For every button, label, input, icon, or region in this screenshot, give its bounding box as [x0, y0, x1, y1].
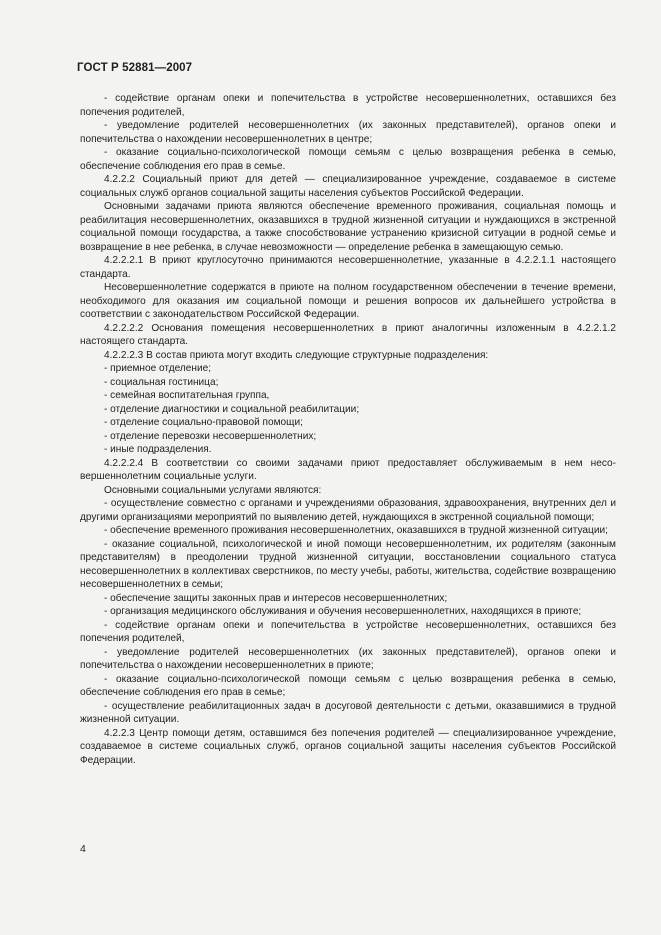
list-item: - организация медицинского обслуживания и обучения несовершеннолетних, находящихся в приюте; — [104, 606, 582, 617]
list-item: - оказание социально-психологической помощи семьям с целью возвращения ребенка в семью, обеспечение соблюдения его прав в семье. — [80, 147, 616, 172]
list-item: - иные подразделения. — [104, 444, 212, 455]
text-paragraph: Основными задачами приюта являются обеспечение временного проживания, социальная помощь и реабилитация несовершеннолетних, оказавшихся в трудной жизненной ситуации и нуждающихся в экстренной социальной помощи государства, а также способствование устранению кризисной ситуации в родной семье и возвращение в нее ребенка, в случае невозможности — определение ребенка в замещающую семью. — [80, 201, 616, 253]
section-paragraph: 4.2.2.2.1 В приют круглосуточно принимаются несовершеннолетние, указанные в 4.2.2.1.1 настоящего стандарта. — [80, 255, 616, 280]
section-paragraph: 4.2.2.2.3 В состав приюта могут входить следующие структурные подразделения: — [104, 349, 489, 361]
list-item: - содействие органам опеки и попечительства в устройстве несовершеннолетних, оставшихся без попечения родителей, — [80, 93, 616, 118]
list-item: - отделение перевозки несовершеннолетних; — [104, 430, 317, 442]
list-item: - семейная воспитательная группа, — [104, 390, 270, 401]
section-paragraph: 4.2.2.2 Социальный приют для детей — специализированное учреждение, создаваемое в системе социальных служб органов социальной защиты населения субъектов Российской Федерации. — [80, 174, 616, 199]
standard-header: ГОСТ Р 52881—2007 — [77, 62, 193, 74]
section-paragraph: 4.2.2.2.2 Основания помещения несовершеннолетних в приют аналогичны изложенным в 4.2.2.1.2 настоящего стандарта. — [80, 322, 616, 347]
list-item: - осуществление совместно с органами и учреждениями образования, здравоохранения, внутренних дел и другими организациями мероприятий по выявлению детей, нуждающихся в экстренной социальной помощи; — [80, 498, 616, 523]
list-item: - отделение диагностики и социальной реабилитации; — [104, 403, 360, 415]
list-item: - приемное отделение; — [104, 363, 212, 374]
list-item: - отделение социально-правовой помощи; — [104, 417, 303, 428]
page-number: 4 — [80, 843, 86, 855]
list-item: - оказание социальной, психологической и иной помощи несовершеннолетним, их родителям (законным представителям) в преодолении трудной жизненной ситуации, восстановлении социального статуса несовершеннолетних в коллективах сверстников, по месту учебы, работы, жительства, содействие возвращению несовершеннолетних в семьи; — [80, 538, 616, 590]
list-item: - обеспечение защиты законных прав и интересов несовершеннолетних; — [104, 592, 448, 604]
text-paragraph: Несовершеннолетние содержатся в приюте на полном государственном обеспечении в течение времени, необходимого для оказания им социальной помощи и решения вопросов их дальнейшего устройства в соответствии с законодательством Российской Федерации. — [80, 282, 616, 320]
list-item: - уведомление родителей несовершеннолетних (их законных представителей), органов опеки и попечительства о нахождении несовершеннолетних в приюте; — [80, 646, 616, 671]
list-item: - осуществление реабилитационных задач в досуговой деятельности с детьми, оказавшимися в трудной жизненной ситуации. — [80, 700, 616, 725]
text-paragraph: Основными социальными услугами являются: — [104, 484, 322, 496]
list-item: - содействие органам опеки и попечительства в устройстве несовершеннолетних, оставшихся без попечения родителей, — [80, 619, 616, 644]
list-item: - социальная гостиница; — [104, 376, 219, 388]
list-item: - оказание социально-психологической помощи семьям с целью возвращения ребенка в семью, обеспечение соблюдения его прав в семье; — [80, 673, 616, 698]
section-paragraph: 4.2.2.2.4 В соответствии со своими задачами приют предоставляет обслуживаемым в нем несовершеннолетним социальные услуги. — [80, 457, 616, 482]
list-item: - обеспечение временного проживания несовершеннолетних, оказавшихся в трудной жизненной ситуации; — [104, 525, 608, 536]
list-item: - уведомление родителей несовершеннолетних (их законных представителей), органов опеки и попечительства о нахождении несовершеннолетних в центре; — [80, 120, 616, 145]
document-body — [80, 92, 616, 767]
section-paragraph: 4.2.2.3 Центр помощи детям, оставшимся без попечения родителей — специализированное учреждение, создаваемое в системе социальных служб, органов социальной защиты населения субъектов Российской Федерации. — [80, 727, 616, 766]
